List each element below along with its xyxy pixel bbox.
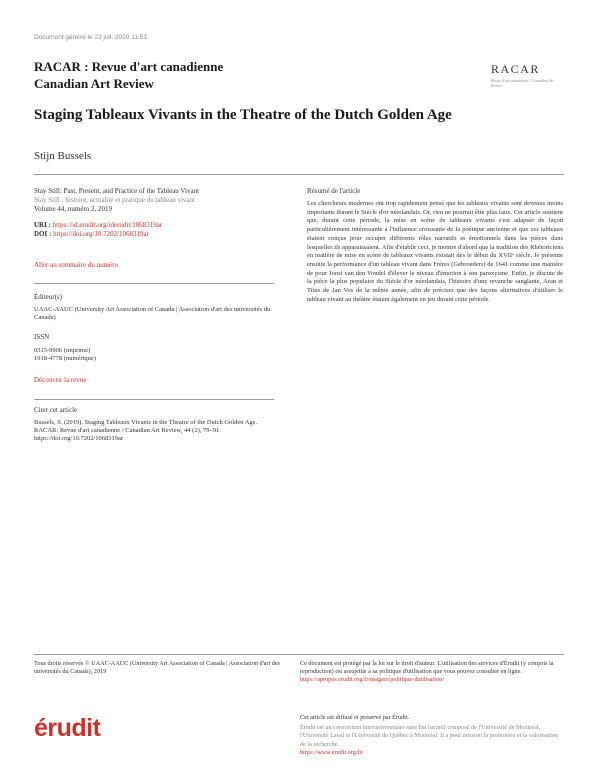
issue-title: Stay Still: Past, Present, and Practice of the Tableau Vivant (34, 187, 200, 195)
issn-digital: 1918-4778 (numérique) (34, 355, 96, 363)
copyright-notice (300, 660, 562, 685)
issue-info (34, 187, 274, 214)
identifiers (34, 221, 274, 239)
erudit-link[interactable]: https://www.erudit.org/fr/ (300, 748, 364, 756)
doi-link[interactable]: https://doi.org/10.7202/1068319ar (53, 230, 149, 238)
racar-logo-text: RACAR (491, 62, 540, 76)
racar-logo (491, 62, 563, 88)
issue-subtitle: Stay Still : histoire, actualité et pratique du tableau vivant (34, 196, 195, 204)
divider-footer (34, 654, 564, 655)
policy-link[interactable]: https://apropos.erudit.org/fr/usagers/politique-dutilisation/ (300, 676, 444, 684)
abstract-text: Les chercheurs modernes ont trop rapidement pensé que les tableaux vivants sont devenus moins importants durant le Siècle d'or néerlandais. Or, rien ne pourrait être plus faux. Cet article soutient que, durant cette période, la mise en scène de tableaux vivants s'est adaptée de façon particulièrement intéressante à l'influence croissante de la poétique ancienne et que ces tableaux étaient conçus pour occuper différents rôles narratifs et émotionnels dans les pièces dans lesquelles ils apparaissaient. Afin d'établir ceci, je montre d'abord que la tradition des Rhétoriciens en matière de mise en scène de tableaux vivants existait dès le début du XVIIᵉ siècle. Je présente ensuite la performance d'un tableau vivant dans Frères (Gebroeders) de 1641 comme une manière de pour Joost van den Vondel d'élever le niveau d'émotion à son paroxysme. Enfin, je discute de la pièce la plus populaire du Siècle d'or néerlandais, l'histoire d'une revanche sanglante, Aran et Titus de Jan Vos de la même année, afin de préciser que des façons alternatives d'utiliser le tableau vivant au théâtre étaient également en jeu durant cette période. (307, 200, 563, 303)
journal-name (34, 58, 223, 92)
erudit-logo[interactable] (34, 714, 100, 743)
divider-top (34, 174, 564, 175)
issn-print: 0315-9906 (imprimé) (34, 347, 91, 354)
copyright-text: Ce document est protégé par la loi sur le droit d'auteur. L'utilisation des services d'Érudit (y compris la reproduction) est assujettie à sa politique d'utilisation que vous pouvez consulter en ligne. (300, 660, 554, 676)
generated-date: Document généré le 23 juil. 2020 11:53 (34, 34, 147, 41)
journal-name-fr: RACAR : Revue d'art canadienne (34, 59, 224, 74)
summary-link[interactable]: Aller au sommaire du numéro (34, 261, 118, 269)
article-author: Stijn Bussels (34, 150, 92, 162)
uri-link[interactable]: https://id.erudit.org/iderudit/1068319ar (52, 221, 163, 229)
citation: Bussels, S. (2019). Staging Tableaux Vivants in the Theatre of the Dutch Golden Age. RACAR: Revue d'art canadienne / Canadian Art Review, 44 (2), 79–91. https://doi.org/10.7202/1068319ar (34, 419, 258, 443)
abstract-label: Résumé de l'article (307, 187, 361, 195)
cite-label: Citer cet article (34, 406, 78, 414)
journal-name-en: Canadian Art Review (34, 76, 154, 91)
racar-logo-subtitle: Revue d'art canadienne | Canadian Art Review (491, 78, 554, 88)
divider-left-1 (34, 283, 274, 284)
abstract (307, 200, 563, 304)
issn-values (34, 347, 274, 363)
publisher-name: UAAC-AAUC (University Art Association of Canada | Association d'art des universités du Canada) (34, 306, 271, 322)
diffusion-text: Cet article est diffusé et préservé par Érudit. (300, 714, 410, 721)
consortium-text: Érudit est un consortium interuniversitaire sans but lucratif composé de l'Université de Montréal, l'Université Laval et l'Université du Québec à Montréal. Il a pour mission la promotion et la valorisation de la recherche. (300, 724, 559, 748)
publisher-label: Éditeur(s) (34, 293, 62, 301)
issue-volume: Volume 44, numéro 2, 2019 (34, 205, 113, 213)
issn-label: ISSN (34, 333, 50, 341)
erudit-logo-text: érudit (34, 714, 101, 742)
erudit-info (300, 714, 562, 757)
divider-left-2 (34, 399, 274, 400)
rights-statement: Tous droits réservés © UAAC-AAUC (University Art Association of Canada | Association d'art des universités du Canada), 2019 (34, 660, 281, 676)
article-title: Staging Tableaux Vivants in the Theatre of the Dutch Golden Age (34, 107, 452, 123)
doi-label: DOI : (34, 230, 54, 238)
uri-label: URI : (34, 221, 53, 229)
discover-link[interactable]: Découvrir la revue (34, 376, 87, 384)
